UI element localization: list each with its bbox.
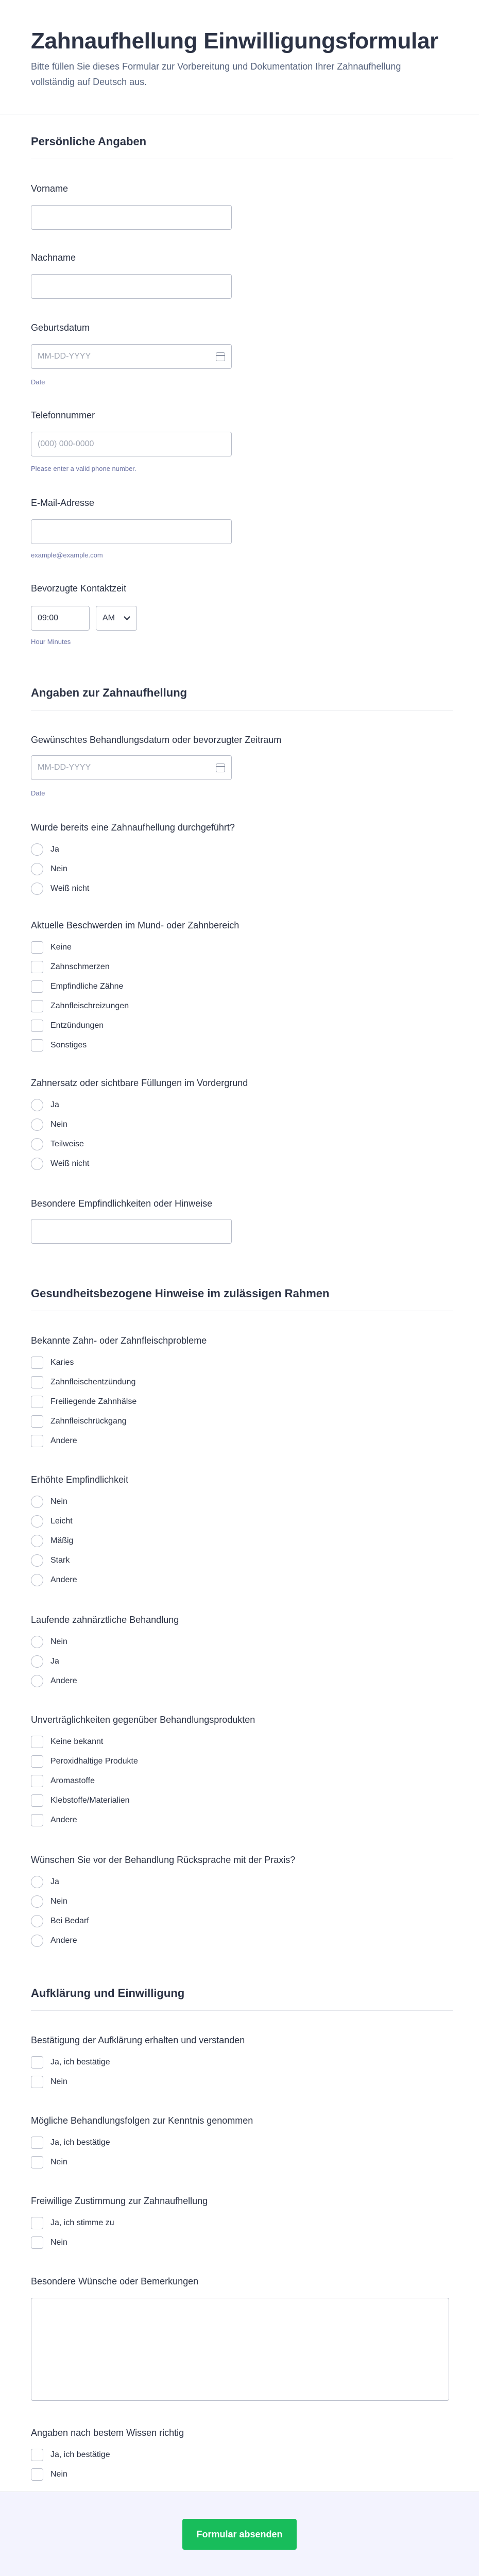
radio-button[interactable] bbox=[31, 1675, 43, 1687]
radio-option[interactable]: Ja bbox=[31, 1655, 59, 1668]
empfindlichkeiten-input[interactable] bbox=[31, 1219, 232, 1244]
radio-option[interactable]: Ja bbox=[31, 843, 59, 856]
radio-button[interactable] bbox=[31, 1138, 43, 1150]
kontaktzeit-sublabel: Hour Minutes bbox=[31, 638, 71, 646]
nachname-input[interactable] bbox=[31, 274, 232, 299]
checkbox[interactable] bbox=[31, 941, 43, 954]
behandlungsdatum-input[interactable] bbox=[31, 755, 232, 780]
radio-button[interactable] bbox=[31, 1554, 43, 1567]
telefon-label: Telefonnummer bbox=[31, 410, 95, 420]
probleme-label: Bekannte Zahn- oder Zahnfleischprobleme bbox=[31, 1335, 207, 1346]
checkbox-option[interactable]: Nein bbox=[31, 2468, 67, 2481]
radio-button[interactable] bbox=[31, 1099, 43, 1111]
nachname-label: Nachname bbox=[31, 252, 76, 263]
checkbox-option[interactable]: Zahnschmerzen bbox=[31, 960, 110, 974]
telefon-sublabel: Please enter a valid phone number. bbox=[31, 465, 136, 472]
checkbox[interactable] bbox=[31, 1376, 43, 1388]
radio-option[interactable]: Stark bbox=[31, 1554, 70, 1567]
radio-option[interactable]: Andere bbox=[31, 1934, 77, 1947]
calendar-icon[interactable] bbox=[216, 764, 225, 772]
kontaktzeit-time-input[interactable]: 09:00 bbox=[31, 606, 90, 631]
radio-button[interactable] bbox=[31, 1574, 43, 1586]
telefon-input[interactable] bbox=[31, 432, 232, 456]
radio-option[interactable]: Nein bbox=[31, 1895, 67, 1908]
radio-button[interactable] bbox=[31, 883, 43, 895]
email-sublabel: example@example.com bbox=[31, 551, 103, 559]
checkbox[interactable] bbox=[31, 1814, 43, 1826]
radio-button[interactable] bbox=[31, 1496, 43, 1508]
radio-option[interactable]: Andere bbox=[31, 1573, 77, 1587]
radio-option[interactable]: Ja bbox=[31, 1875, 59, 1889]
email-input[interactable] bbox=[31, 519, 232, 544]
form-header bbox=[0, 0, 479, 114]
radio-button[interactable] bbox=[31, 1876, 43, 1888]
checkbox[interactable] bbox=[31, 980, 43, 993]
checkbox[interactable] bbox=[31, 2449, 43, 2461]
behandlungsdatum-sublabel: Date bbox=[31, 789, 45, 797]
radio-button[interactable] bbox=[31, 1118, 43, 1131]
checkbox-option[interactable]: Peroxidhaltige Produkte bbox=[31, 1755, 138, 1768]
radio-button[interactable] bbox=[31, 863, 43, 875]
wuensche-label: Besondere Wünsche oder Bemerkungen bbox=[31, 2276, 199, 2286]
checkbox[interactable] bbox=[31, 2217, 43, 2229]
checkbox-option[interactable]: Zahnfleischrückgang bbox=[31, 1415, 127, 1428]
checkbox-option[interactable]: Freiliegende Zahnhälse bbox=[31, 1395, 136, 1409]
divider bbox=[31, 2010, 453, 2011]
checkbox-option[interactable]: Andere bbox=[31, 1814, 77, 1827]
vorname-label: Vorname bbox=[31, 183, 69, 194]
checkbox[interactable] bbox=[31, 2468, 43, 2481]
checkbox[interactable] bbox=[31, 1736, 43, 1748]
wuensche-textarea[interactable] bbox=[31, 2298, 449, 2401]
form-title: Zahnaufhellung Einwilligungsformular bbox=[31, 28, 438, 54]
telefon-placeholder: (000) 000-0000 bbox=[38, 439, 94, 448]
behandlungsdatum-placeholder: MM-DD-YYYY bbox=[38, 763, 91, 772]
erhoeht-label: Erhöhte Empfindlichkeit bbox=[31, 1475, 129, 1485]
checkbox-option[interactable]: Sonstiges bbox=[31, 1039, 87, 1052]
zahnersatz-label: Zahnersatz oder sichtbare Füllungen im Vordergrund bbox=[31, 1078, 248, 1088]
radio-option[interactable]: Andere bbox=[31, 1674, 77, 1688]
wissen-label: Angaben nach bestem Wissen richtig bbox=[31, 2428, 184, 2438]
checkbox-option[interactable]: Andere bbox=[31, 1434, 77, 1448]
checkbox-option[interactable]: Nein bbox=[31, 2156, 67, 2169]
ruecksprache-label: Wünschen Sie vor der Behandlung Rücksprache mit der Praxis? bbox=[31, 1855, 296, 1865]
checkbox-option[interactable]: Ja, ich bestätige bbox=[31, 2448, 110, 2462]
form-subtitle: Bitte füllen Sie dieses Formular zur Vorbereitung und Dokumentation Ihrer Zahnaufhellung vollständig auf Deutsch aus. bbox=[31, 61, 401, 87]
radio-button[interactable] bbox=[31, 1915, 43, 1927]
section-title-consent: Aufklärung und Einwilligung bbox=[31, 1987, 185, 1999]
behandlungsdatum-label: Gewünschtes Behandlungsdatum oder bevorzugter Zeitraum bbox=[31, 735, 282, 745]
radio-button[interactable] bbox=[31, 1935, 43, 1947]
radio-button[interactable] bbox=[31, 1636, 43, 1648]
checkbox-option[interactable]: Nein bbox=[31, 2075, 67, 2089]
empfindlichkeiten-label: Besondere Empfindlichkeiten oder Hinweise bbox=[31, 1198, 213, 1209]
radio-button[interactable] bbox=[31, 1158, 43, 1170]
bereits-label: Wurde bereits eine Zahnaufhellung durchgeführt? bbox=[31, 822, 235, 833]
checkbox[interactable] bbox=[31, 2076, 43, 2088]
chevron-down-icon bbox=[124, 614, 130, 620]
checkbox-option[interactable]: Aromastoffe bbox=[31, 1774, 95, 1788]
radio-option[interactable]: Leicht bbox=[31, 1515, 73, 1528]
radio-button[interactable] bbox=[31, 1515, 43, 1528]
section-title-health: Gesundheitsbezogene Hinweise im zulässigen Rahmen bbox=[31, 1287, 330, 1300]
radio-button[interactable] bbox=[31, 1655, 43, 1668]
form-footer bbox=[0, 2492, 479, 2576]
laufend-label: Laufende zahnärztliche Behandlung bbox=[31, 1615, 179, 1625]
checkbox[interactable] bbox=[31, 961, 43, 973]
checkbox[interactable] bbox=[31, 1755, 43, 1768]
radio-option[interactable]: Ja bbox=[31, 1098, 59, 1112]
zustimmung-label: Freiwillige Zustimmung zur Zahnaufhellung bbox=[31, 2196, 208, 2206]
radio-option[interactable]: Nein bbox=[31, 1635, 67, 1649]
unvertraeglich-label: Unverträglichkeiten gegenüber Behandlungsprodukten bbox=[31, 1715, 255, 1725]
checkbox[interactable] bbox=[31, 2156, 43, 2168]
calendar-icon[interactable] bbox=[216, 352, 225, 361]
checkbox[interactable] bbox=[31, 2056, 43, 2069]
checkbox-option[interactable]: Entzündungen bbox=[31, 1019, 104, 1032]
radio-option[interactable]: Teilweise bbox=[31, 1138, 84, 1151]
checkbox[interactable] bbox=[31, 1357, 43, 1369]
checkbox[interactable] bbox=[31, 1020, 43, 1032]
geburtsdatum-placeholder: MM-DD-YYYY bbox=[38, 352, 91, 361]
submit-button[interactable]: Formular absenden bbox=[182, 2519, 297, 2550]
radio-button[interactable] bbox=[31, 1895, 43, 1908]
checkbox[interactable] bbox=[31, 1794, 43, 1807]
checkbox-option[interactable]: Zahnfleischentzündung bbox=[31, 1376, 135, 1389]
geburtsdatum-sublabel: Date bbox=[31, 378, 45, 386]
kontaktzeit-ampm-select[interactable]: AM bbox=[96, 606, 137, 631]
checkbox-option[interactable]: Keine bbox=[31, 941, 72, 954]
checkbox-option[interactable]: Ja, ich bestätige bbox=[31, 2056, 110, 2069]
checkbox[interactable] bbox=[31, 1435, 43, 1447]
checkbox-option[interactable]: Empfindliche Zähne bbox=[31, 980, 123, 993]
radio-option[interactable]: Nein bbox=[31, 862, 67, 876]
email-label: E-Mail-Adresse bbox=[31, 498, 95, 508]
checkbox-option[interactable]: Nein bbox=[31, 2236, 67, 2249]
checkbox-option[interactable]: Karies bbox=[31, 1356, 74, 1369]
folgen-label: Mögliche Behandlungsfolgen zur Kenntnis genommen bbox=[31, 2115, 253, 2126]
section-title-whitening: Angaben zur Zahnaufhellung bbox=[31, 686, 187, 699]
checkbox-option[interactable]: Zahnfleischreizungen bbox=[31, 999, 129, 1013]
checkbox[interactable] bbox=[31, 1415, 43, 1428]
checkbox[interactable] bbox=[31, 1000, 43, 1012]
radio-option[interactable]: Mäßig bbox=[31, 1534, 73, 1548]
checkbox-option[interactable]: Ja, ich stimme zu bbox=[31, 2216, 114, 2230]
radio-option[interactable]: Nein bbox=[31, 1495, 67, 1509]
checkbox[interactable] bbox=[31, 1039, 43, 1052]
vorname-input[interactable] bbox=[31, 205, 232, 230]
geburtsdatum-input[interactable] bbox=[31, 344, 232, 369]
section-title-personal: Persönliche Angaben bbox=[31, 135, 147, 148]
radio-option[interactable]: Nein bbox=[31, 1118, 67, 1131]
radio-button[interactable] bbox=[31, 1535, 43, 1547]
radio-option[interactable]: Weiß nicht bbox=[31, 882, 89, 895]
aufklaerung-label: Bestätigung der Aufklärung erhalten und verstanden bbox=[31, 2035, 245, 2045]
radio-button[interactable] bbox=[31, 843, 43, 856]
checkbox-option[interactable]: Keine bekannt bbox=[31, 1735, 103, 1749]
geburtsdatum-label: Geburtsdatum bbox=[31, 323, 90, 333]
beschwerden-label: Aktuelle Beschwerden im Mund- oder Zahnbereich bbox=[31, 920, 239, 930]
kontaktzeit-label: Bevorzugte Kontaktzeit bbox=[31, 583, 127, 594]
checkbox[interactable] bbox=[31, 1396, 43, 1408]
checkbox[interactable] bbox=[31, 2137, 43, 2149]
radio-option[interactable]: Bei Bedarf bbox=[31, 1914, 89, 1928]
checkbox-option[interactable]: Ja, ich bestätige bbox=[31, 2136, 110, 2149]
radio-option[interactable]: Weiß nicht bbox=[31, 1157, 89, 1171]
checkbox[interactable] bbox=[31, 2236, 43, 2249]
checkbox[interactable] bbox=[31, 1775, 43, 1787]
checkbox-option[interactable]: Klebstoffe/Materialien bbox=[31, 1794, 130, 1807]
